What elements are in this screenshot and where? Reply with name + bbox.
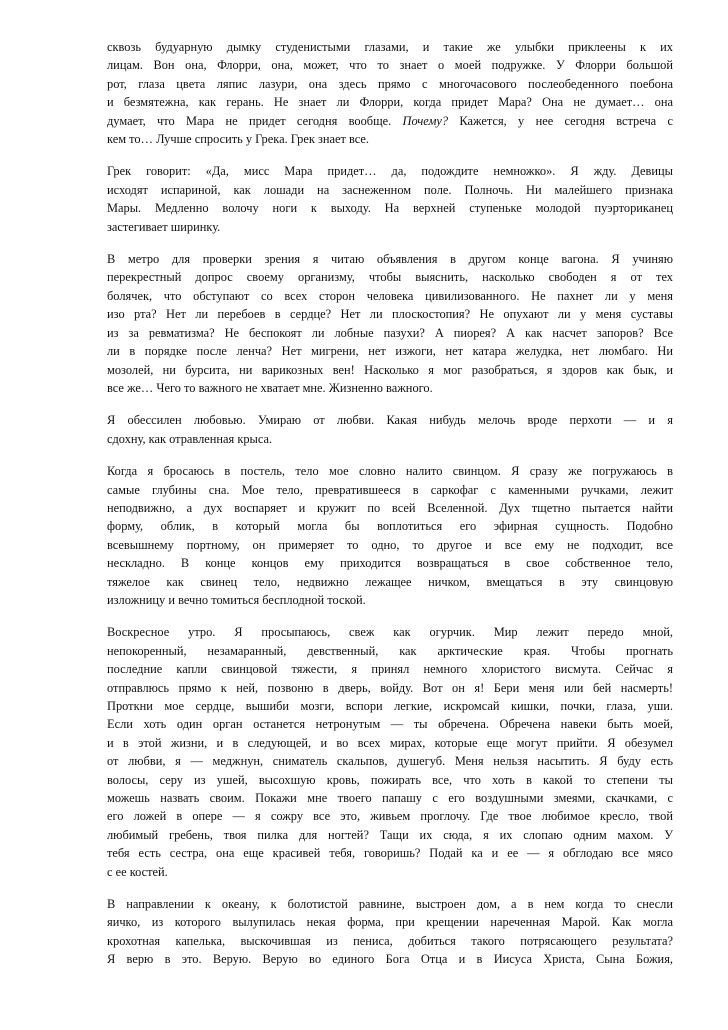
text-line: крохотная капелька, выскочившая из пениса, добиться такого потрясающего результата?	[107, 933, 673, 948]
paragraph-6	[107, 623, 673, 881]
text-line: ли в порядке после ленча? Нет мигрени, нет изжоги, нет катара желудка, нет люмбаго. Ни	[107, 344, 673, 359]
text-line: изо рта? Нет ли перебоев в сердце? Нет ли плоскостопия? Не опухают ли у меня суставы	[107, 307, 673, 322]
text-line: Если хоть один орган останется нетронутым — ты обречена. Обречена навеки быть моей,	[107, 717, 673, 732]
text-line: его ложей в опере — я сожру все это, живьем проглочу. Где твое любимое кресло, твой	[107, 809, 673, 824]
text-line: изложницу и вечно томиться бесплодной тоской.	[107, 592, 366, 607]
text-line: тяжелое как свинец тело, недвижно лежащее ничком, вмещаться в эту свинцовую	[107, 574, 673, 589]
emphasis-text: Почему?	[402, 113, 449, 128]
text-line: Я обессилен любовью. Умираю от любви. Какая нибудь мелочь вроде перхоти — и я	[107, 413, 673, 428]
text-line: из за ревматизма? Не беспокоят ли лобные пазухи? А пиорея? А как насчет запоров? Все	[107, 325, 673, 340]
text-line: форму, облик, в который могла бы воплотиться его эфирная сущность. Подобно	[107, 519, 673, 534]
text-line: от любви, я — меджнун, сниматель скальпов, душегуб. Меня нельзя насытить. Я буду есть	[107, 754, 673, 769]
text-line: сдохну, как отравленная крыса.	[107, 431, 273, 446]
text-line: можешь назвать своим. Покажи мне твоего папашу с его воздушными змеями, скачками, с	[107, 791, 673, 806]
text-line: застегивает ширинку.	[107, 219, 221, 234]
text-line: думает, что Мара не придет сегодня вообще. Почему? Кажется, у нее сегодня встреча с	[107, 113, 673, 128]
paragraph-3	[107, 250, 673, 397]
text-line: перекрестный допрос своему организму, чтобы выяснить, насколько свободен я от тех	[107, 270, 673, 285]
text-line: нескладно. В конце концов ему приходится возвращаться в свое собственное тело,	[107, 556, 673, 571]
text-line: любимый гребень, твоя пилка для ногтей? Тащи их сюда, я их слопаю одним махом. У	[107, 827, 673, 842]
text-line: рот, глаза цвета ляпис лазури, она здесь прямо с многочасового послеобеденного поебона	[107, 76, 673, 91]
text-line: самые глубины сна. Мое тело, превратившееся в саркофаг с каменными ручками, лежит	[107, 482, 673, 497]
text-line: всевышнему портному, он примеряет то одно, то другое и все ему не подходит, все	[107, 537, 673, 552]
text-line: кем то… Лучше спросить у Грека. Грек знает все.	[107, 132, 370, 147]
text-line: яичко, из которого вылупилась некая форма, при крещении нареченная Марой. Как могла	[107, 915, 673, 930]
text-line: исходят испариной, как лошади на заснеженном поле. Полночь. Ни малейшего признака	[107, 182, 673, 197]
text-line: Проткни мое сердце, вышиби мозги, вспори легкие, искромсай кишки, почки, глаза, уши.	[107, 699, 673, 713]
paragraph-5	[107, 462, 673, 609]
paragraph-4	[107, 411, 673, 448]
text-line: и безмятежна, как герань. Не знает ли Флорри, когда придет Мара? Она не думает… она	[107, 95, 673, 110]
text-line: лицам. Вон она, Флорри, она, может, что то знает о моей подружке. У Флорри большой	[107, 58, 673, 73]
paragraph-1	[107, 38, 673, 148]
text-line: Воскресное утро. Я просыпаюсь, свеж как огурчик. Мир лежит передо мной,	[107, 625, 673, 640]
text-line: мозолей, ни бурсита, ни варикозных вен! Насколько я мог разобраться, я здоров как бык, и	[107, 362, 673, 377]
text-line: непокоренный, незамаранный, девственный, как арктические края. Чтобы прогнать	[107, 643, 673, 658]
text-line: с ее костей.	[107, 864, 168, 879]
text-line: Когда я бросаюсь в постель, тело мое словно налито свинцом. Я сразу же погружаюсь в	[107, 464, 673, 479]
text-line: сквозь будуарную дымку студенистыми глазами, и такие же улыбки приклеены к их	[107, 40, 673, 54]
text-line: болячек, что обступают со всех сторон человека цивилизованного. Не пахнет ли у меня	[107, 288, 673, 303]
paragraph-7	[107, 895, 673, 969]
paragraph-2	[107, 162, 673, 236]
text-line: отправлюсь прямо к ней, позвоню в дверь, войду. Вот он я! Бери меня или бей насмерть!	[107, 680, 673, 695]
text-line: Я верю в это. Верую. Верую во единого Бога Отца и в Иисуса Христа, Сына Божия,	[107, 952, 673, 967]
text-line: последние капли свинцовой тяжести, я принял немного хлористого висмута. Сейчас я	[107, 662, 673, 677]
text-line: неподвижно, а дух воспаряет и кружит по всей Вселенной. Дух тщетно пытается найти	[107, 500, 673, 515]
text-line: все же… Чего то важного не хватает мне. Жизненно важного.	[107, 380, 433, 395]
text-line: В направлении к океану, к болотистой равнине, выстроен дом, а в нем когда то снесли	[107, 897, 673, 912]
document-body	[107, 38, 673, 969]
text-line: Грек говорит: «Да, мисс Мара придет… да, подождите немножко». Я жду. Девицы	[107, 164, 673, 179]
text-line: и в этой жизни, и в следующей, и во всех мирах, которые еще могут прийти. Я обезумел	[107, 735, 673, 750]
text-line: волосы, серу из ушей, высохшую кровь, пожирать все, что хоть в какой то степени ты	[107, 772, 673, 787]
text-line: В метро для проверки зрения я читаю объявления в другом конце вагона. Я учиняю	[107, 252, 673, 267]
text-line: Мары. Медленно волочу ноги к выходу. На верхней ступеньке молодой пуэрториканец	[107, 201, 673, 216]
text-line: тебя есть сестра, она еще красивей тебя, говоришь? Подай ка и ее — я обглодаю все мясо	[107, 846, 673, 861]
